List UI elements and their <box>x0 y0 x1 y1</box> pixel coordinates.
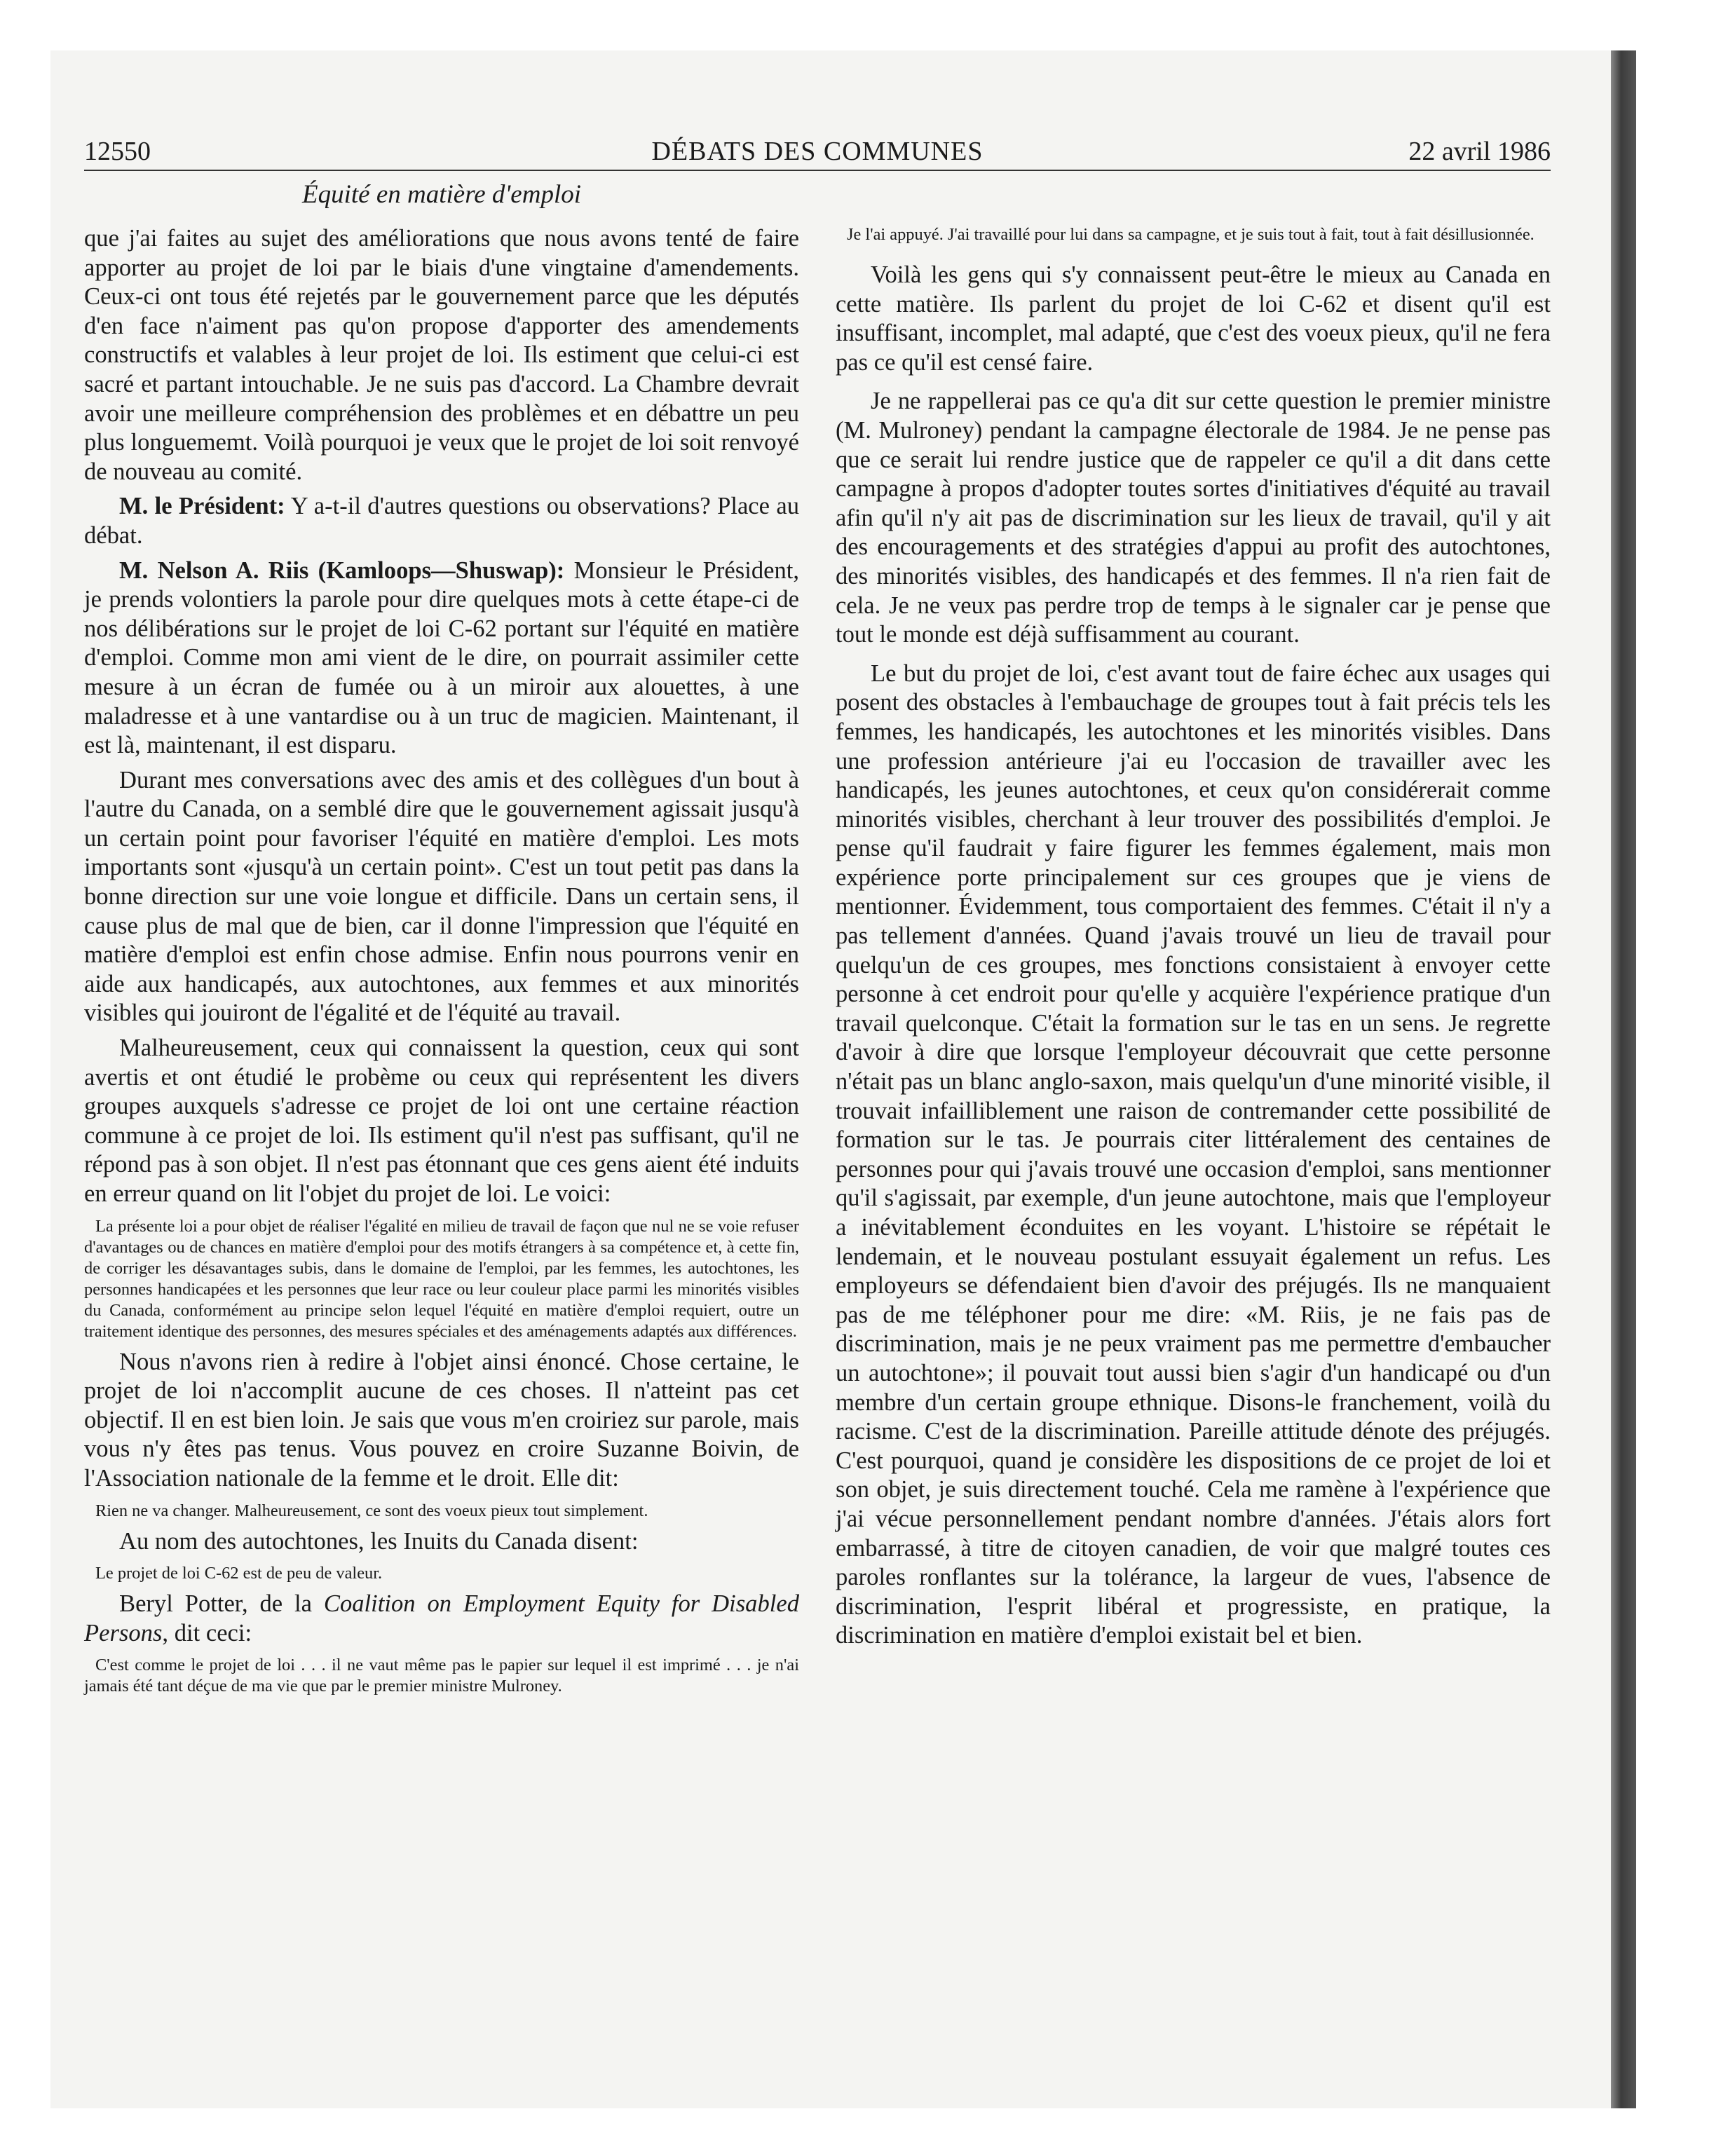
block-quote: Le projet de loi C-62 est de peu de valeur. <box>95 1564 383 1583</box>
paragraph <box>84 492 799 550</box>
paragraph: Voilà les gens qui s'y connaissent peut-être le mieux au Canada en cette matière. Ils parlent du projet de loi C-62 et disent qu'il est insuffisant, incomplet, mal adapté, que c'est des voeux pieux, qu'il ne fera pas ce qu'il est censé faire. <box>836 261 1551 376</box>
text-run: , dit ceci: <box>162 1619 252 1646</box>
block-quote: Rien ne va changer. Malheureusement, ce sont des voeux pieux tout simplement. <box>95 1501 648 1520</box>
paragraph: Le but du projet de loi, c'est avant tout de faire échec aux usages qui posent des obstacles à l'embauchage de groupes tout à fait précis tels les femmes, les handicapés, les autochtones et les minorités visibles. Dans une profession antérieure j'ai eu l'occasion de travailler avec les handicapés, les jeunes autochtones, et ceux qu'on considérerait comme minorités visibles, cherchant à leur trouver des possibilités d'emploi. Je pense qu'il faudrait y faire figurer les femmes également, mais mon expérience porte principalement sur ces groupes que je viens de mentionner. Évidemment, tous comportaient des femmes. C'était il n'y a pas tellement d'années. Quand j'avais trouvé un lieu de travail pour quelqu'un de ces groupes, mes fonctions consistaient à envoyer cette personne à cet endroit pour qu'elle y acquière l'expérience pratique d'un travail quelconque. C'était la formation sur le tas en un sens. Je regrette d'avoir à dire que lorsque l'employeur découvrait que cette personne n'était pas un blanc anglo-saxon, mais quelqu'un d'une minorité visible, il trouvait infailliblement une raison de contremander cette possibilité de formation sur le tas. Je pourrais citer littéralement des centaines de personnes pour qui j'avais trouvé une occasion d'emploi, sans mentionner qu'il s'agissait, par exemple, d'un jeune autochtone, mais que l'employeur a inévitablement éconduites en les voyant. L'histoire se répétait le lendemain, et le nouveau postulant essuyait également un refus. Les employeurs se défendaient bien d'avoir des préjugés. Ils ne manquaient pas de me téléphoner pour me dire: «M. Riis, je ne fais pas de discrimination, mais je ne peux vraiment pas me permettre d'embaucher un autochtone»; il pouvait tout aussi bien s'agir d'un handicapé ou d'un membre d'un certain groupe ethnique. Disons-le franchement, voilà du racisme. C'est de la discrimination. Pareille attitude dénote des préjugés. C'est pourquoi, quand je considère les dispositions de ce projet de loi et son objet, je suis directement touché. Cela me ramène à l'expérience que j'ai vécue personnellement pendant nombre d'années. J'étais alors fort embarrassé, à titre de citoyen canadien, de voir que malgré toutes ces paroles ronflantes sur la tolérance, la largeur de vues, l'absence de discrimination, l'esprit libéral et progressiste, en pratique, la discrimination en matière d'emploi existait bel et bien. <box>836 660 1551 1649</box>
organization-name: Coalition on Employment Equity for Disabled Persons <box>84 1590 799 1646</box>
speaker-name: M. Nelson A. Riis (Kamloops—Shuswap): <box>119 557 565 584</box>
page-header <box>84 133 1551 171</box>
block-quote: La présente loi a pour objet de réaliser l'égalité en milieu de travail de façon que nul ne se voie refuser d'avantages ou de chances en matière d'emploi pour des motifs étrangers à sa compétence et, à cette fin, de corriger les désavantages subis, dans le domaine de l'emploi, par les femmes, les autochtones, les personnes handicapées et les personnes que leur race ou leur couleur place parmi les minorités visibles du Canada, conformément au principe selon lequel l'équité en matière d'emploi requiert, outre un traitement identique des personnes, des mesures spéciales et des aménagements adaptés aux différences. <box>84 1216 799 1341</box>
publication-date: 22 avril 1986 <box>1408 137 1551 166</box>
block-quote: Je l'ai appuyé. J'ai travaillé pour lui dans sa campagne, et je suis tout à fait, tout à fait désillusionnée. <box>847 225 1535 244</box>
left-column <box>84 224 799 1703</box>
paragraph: Malheureusement, ceux qui connaissent la question, ceux qui sont avertis et ont étudié le probème ou ceux qui représentent les divers groupes auxquels s'adresse ce projet de loi ont une certaine réaction commune à ce projet de loi. Ils estiment qu'il n'est pas suffisant, qu'il ne répond pas à son objet. Il n'est pas étonnant que ces gens aient été induits en erreur quand on lit l'objet du projet de loi. Le voici: <box>84 1035 799 1207</box>
speech-text: Monsieur le Président, je prends volontiers la parole pour dire quelques mots à cette étape-ci de nos délibérations sur le projet de loi C-62 portant sur l'équité en matière d'emploi. Comme mon ami vient de le dire, on pourrait assimiler cette mesure à un écran de fumée ou à un miroir aux alouettes, à une maladresse et à une vantardise ou à un truc de magicien. Maintenant, il est là, maintenant, il est disparu. <box>84 557 800 759</box>
text-run: Beryl Potter, de la <box>119 1590 324 1618</box>
speech-text: Y a-t-il d'autres questions ou observations? Place au débat. <box>84 493 799 549</box>
paragraph <box>84 1590 799 1648</box>
paragraph: Durant mes conversations avec des amis et des collègues d'un bout à l'autre du Canada, on a semblé dire que le gouvernement agissait jusqu'à un certain point pour favoriser l'équité en matière d'emploi. Les mots importants sont «jusqu'à un certain point». C'est un tout petit pas dans la bonne direction sur une voie longue et difficile. Dans un certain sens, il cause plus de mal que de bien, car il donne l'impression que l'équité en matière d'emploi est enfin chose admise. Enfin nous pourrons venir en aide aux handicapés, aux autochtones, aux femmes et aux minorités visibles qui jouiront de l'égalité et de l'équité au travail. <box>84 766 799 1027</box>
paragraph: Au nom des autochtones, les Inuits du Canada disent: <box>119 1527 639 1555</box>
scan-edge <box>1611 50 1636 2108</box>
section-title: Équité en matière d'emploi <box>301 180 582 209</box>
paragraph: Nous n'avons rien à redire à l'objet ainsi énoncé. Chose certaine, le projet de loi n'accomplit aucune de ces choses. Il n'atteint pas cet objectif. Il en est bien loin. Je sais que vous m'en croiriez sur parole, mais vous n'y êtes pas tenus. Vous pouvez en croire Suzanne Boivin, de l'Association nationale de la femme et le droit. Elle dit: <box>84 1348 799 1492</box>
speaker-name: M. le Président: <box>119 493 285 520</box>
publication-title: DÉBATS DES COMMUNES <box>651 137 984 166</box>
paragraph <box>84 557 799 760</box>
paragraph: Je ne rappellerai pas ce qu'a dit sur cette question le premier ministre (M. Mulroney) pendant la campagne électorale de 1984. Je ne pense pas que ce serait lui rendre justice que de rappeler ce qu'il a dit dans cette campagne à propos d'adopter toutes sortes d'initiatives d'équité au travail afin qu'il n'y ait pas de discrimination sur les lieux de travail, qu'il y ait des encouragements et des stratégies d'appui au profit des autochtones, des minorités visibles, des handicapés et des femmes. Il n'a rien fait de cela. Je ne veux pas perdre trop de temps à le signaler car je pense que tout le monde est déjà suffisamment au courant. <box>836 388 1551 648</box>
block-quote: C'est comme le projet de loi . . . il ne vaut même pas le papier sur lequel il est imprimé . . . je n'ai jamais été tant déçue de ma vie que par le premier ministre Mulroney. <box>84 1656 799 1696</box>
right-column <box>836 224 1551 1651</box>
paragraph: que j'ai faites au sujet des améliorations que nous avons tenté de faire apporter au projet de loi par le biais d'une vingtaine d'amendements. Ceux-ci ont tous été rejetés par le gouvernement parce que les députés d'en face n'aiment pas qu'on propose d'apporter des amendements constructifs et valables à leur projet de loi. Ils estiment que celui-ci est sacré et partant intouchable. Je ne suis pas d'accord. La Chambre devrait avoir une meilleure compréhension des problèmes et en débattre un peu plus longuememt. Voilà pourquoi je veux que le projet de loi soit renvoyé de nouveau au comité. <box>84 225 799 485</box>
page-number: 12550 <box>84 137 151 166</box>
